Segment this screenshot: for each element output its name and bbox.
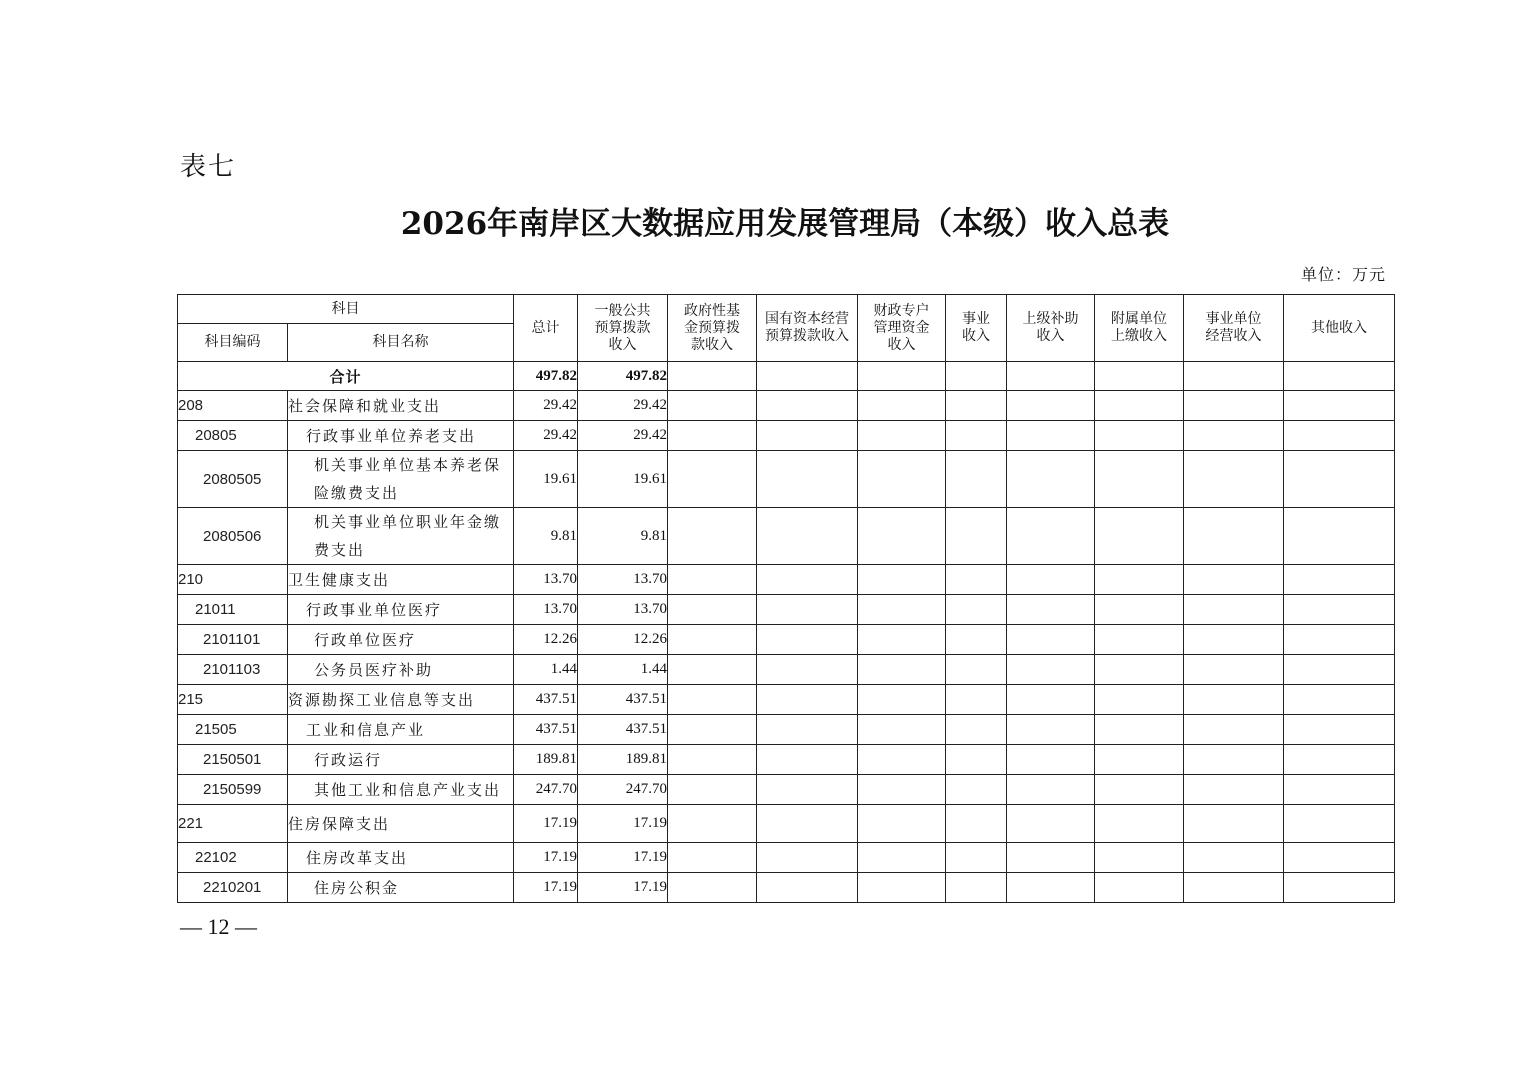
subject-code: 2150599 <box>178 775 288 805</box>
subject-code: 221 <box>178 805 288 843</box>
empty-cell <box>1284 362 1395 391</box>
total-value: 13.70 <box>514 595 578 625</box>
empty-cell <box>1007 745 1095 775</box>
total-value: 189.81 <box>514 745 578 775</box>
empty-cell <box>1095 565 1184 595</box>
header-business-income <box>946 295 1007 362</box>
general-budget-value: 13.70 <box>578 565 668 595</box>
subject-name <box>288 775 514 805</box>
empty-cell <box>1095 873 1184 903</box>
total-value: 17.19 <box>514 805 578 843</box>
empty-cell <box>1095 685 1184 715</box>
table-row <box>178 565 1395 595</box>
empty-cell <box>668 595 757 625</box>
empty-cell <box>1284 745 1395 775</box>
empty-cell <box>1095 451 1184 508</box>
total-value: 9.81 <box>514 508 578 565</box>
empty-cell <box>858 775 946 805</box>
empty-cell <box>1184 873 1284 903</box>
subject-code: 210 <box>178 565 288 595</box>
general-budget-value: 189.81 <box>578 745 668 775</box>
subject-code: 2080505 <box>178 451 288 508</box>
empty-cell <box>858 745 946 775</box>
empty-cell <box>1284 655 1395 685</box>
table-row <box>178 391 1395 421</box>
table-row <box>178 421 1395 451</box>
empty-cell <box>1095 805 1184 843</box>
page-number: — 12 — <box>180 914 257 939</box>
empty-cell <box>1007 508 1095 565</box>
empty-cell <box>1284 805 1395 843</box>
empty-cell <box>946 508 1007 565</box>
header-superior-subsidy-text: 上级补助收入 <box>1022 311 1079 344</box>
subject-code: 2101103 <box>178 655 288 685</box>
empty-cell <box>1007 775 1095 805</box>
subject-name-text: 住房公积金 <box>314 878 400 897</box>
empty-cell <box>757 451 858 508</box>
empty-cell <box>1184 843 1284 873</box>
empty-cell <box>858 421 946 451</box>
document-title: 2026年南岸区大数据应用发展管理局（本级）收入总表 <box>400 206 1170 242</box>
empty-cell <box>946 805 1007 843</box>
empty-cell <box>946 715 1007 745</box>
general-budget-value: 17.19 <box>578 843 668 873</box>
empty-cell <box>858 362 946 391</box>
header-business-operating-text: 事业单位经营收入 <box>1205 311 1262 344</box>
empty-cell <box>946 625 1007 655</box>
empty-cell <box>1184 451 1284 508</box>
empty-cell <box>668 745 757 775</box>
header-business-income-text: 事业收入 <box>962 311 990 344</box>
empty-cell <box>1284 775 1395 805</box>
subject-code: 2080506 <box>178 508 288 565</box>
empty-cell <box>1007 843 1095 873</box>
empty-cell <box>1184 775 1284 805</box>
subject-name-text: 社会保障和就业支出 <box>288 396 442 415</box>
empty-cell <box>1184 391 1284 421</box>
empty-cell <box>946 595 1007 625</box>
empty-cell <box>1184 595 1284 625</box>
header-affiliated-unit-text: 附属单位上缴收入 <box>1111 311 1167 344</box>
empty-cell <box>946 873 1007 903</box>
empty-cell <box>858 451 946 508</box>
empty-cell <box>1007 565 1095 595</box>
total-value: 29.42 <box>514 421 578 451</box>
general-budget-value: 12.26 <box>578 625 668 655</box>
header-business-operating <box>1184 295 1284 362</box>
subject-name-text: 机关事业单位基本养老保险缴费支出 <box>314 456 502 502</box>
empty-cell <box>858 805 946 843</box>
total-value: 437.51 <box>514 685 578 715</box>
empty-cell <box>858 715 946 745</box>
empty-cell <box>757 391 858 421</box>
empty-cell <box>1095 362 1184 391</box>
empty-cell <box>1184 421 1284 451</box>
header-fiscal-special-text: 财政专户管理资金收入 <box>873 302 930 353</box>
empty-cell <box>858 843 946 873</box>
total-value: 13.70 <box>514 565 578 595</box>
subject-name <box>288 565 514 595</box>
empty-cell <box>1095 843 1184 873</box>
empty-cell <box>1184 685 1284 715</box>
empty-cell <box>1095 595 1184 625</box>
empty-cell <box>1095 655 1184 685</box>
subject-name-text: 其他工业和信息产业支出 <box>314 780 502 799</box>
subject-code: 21011 <box>178 595 288 625</box>
empty-cell <box>668 655 757 685</box>
general-budget-value: 1.44 <box>578 655 668 685</box>
table-body <box>178 362 1395 903</box>
table-row <box>178 655 1395 685</box>
subject-name <box>288 873 514 903</box>
subject-name <box>288 391 514 421</box>
subject-name-text: 资源勘探工业信息等支出 <box>288 690 476 709</box>
subject-code: 2150501 <box>178 745 288 775</box>
empty-cell <box>946 421 1007 451</box>
general-budget-value: 13.70 <box>578 595 668 625</box>
empty-cell <box>668 625 757 655</box>
empty-cell <box>858 873 946 903</box>
table-row <box>178 873 1395 903</box>
empty-cell <box>668 362 757 391</box>
empty-cell <box>668 508 757 565</box>
total-value: 17.19 <box>514 873 578 903</box>
subject-name <box>288 805 514 843</box>
empty-cell <box>757 745 858 775</box>
empty-cell <box>1284 715 1395 745</box>
empty-cell <box>946 775 1007 805</box>
empty-cell <box>1007 715 1095 745</box>
table-row <box>178 451 1395 508</box>
table-row <box>178 715 1395 745</box>
empty-cell <box>1007 391 1095 421</box>
empty-cell <box>1284 508 1395 565</box>
general-budget-value: 17.19 <box>578 873 668 903</box>
empty-cell <box>946 362 1007 391</box>
empty-cell <box>757 843 858 873</box>
subject-code: 2101101 <box>178 625 288 655</box>
table-row <box>178 625 1395 655</box>
empty-cell <box>858 565 946 595</box>
empty-cell <box>1007 451 1095 508</box>
empty-cell <box>946 843 1007 873</box>
subject-code: 20805 <box>178 421 288 451</box>
empty-cell <box>757 565 858 595</box>
subject-name <box>288 715 514 745</box>
total-value: 17.19 <box>514 843 578 873</box>
empty-cell <box>1284 565 1395 595</box>
empty-cell <box>668 565 757 595</box>
total-row <box>178 362 1395 391</box>
subject-name-text: 卫生健康支出 <box>288 570 391 589</box>
empty-cell <box>1284 421 1395 451</box>
empty-cell <box>858 391 946 421</box>
subject-name <box>288 655 514 685</box>
empty-cell <box>1007 873 1095 903</box>
total-value: 12.26 <box>514 625 578 655</box>
header-other-income: 其他收入 <box>1284 295 1395 362</box>
total-general-value: 497.82 <box>578 362 668 391</box>
subject-name-text: 行政事业单位养老支出 <box>306 426 477 445</box>
empty-cell <box>668 843 757 873</box>
empty-cell <box>1007 805 1095 843</box>
subject-code: 215 <box>178 685 288 715</box>
table-row <box>178 745 1395 775</box>
empty-cell <box>858 685 946 715</box>
empty-cell <box>757 625 858 655</box>
general-budget-value: 437.51 <box>578 685 668 715</box>
subject-name <box>288 451 514 508</box>
empty-cell <box>668 873 757 903</box>
empty-cell <box>1184 565 1284 595</box>
empty-cell <box>1184 508 1284 565</box>
empty-cell <box>1284 595 1395 625</box>
empty-cell <box>1007 685 1095 715</box>
general-budget-value: 29.42 <box>578 421 668 451</box>
total-value: 497.82 <box>514 362 578 391</box>
subject-name-text: 行政事业单位医疗 <box>306 600 443 619</box>
empty-cell <box>1007 595 1095 625</box>
header-general-budget <box>578 295 668 362</box>
empty-cell <box>1095 715 1184 745</box>
subject-name-text: 行政单位医疗 <box>314 630 417 649</box>
empty-cell <box>946 745 1007 775</box>
general-budget-value: 19.61 <box>578 451 668 508</box>
empty-cell <box>946 685 1007 715</box>
empty-cell <box>757 508 858 565</box>
general-budget-value: 17.19 <box>578 805 668 843</box>
empty-cell <box>858 595 946 625</box>
subject-name-text: 机关事业单位职业年金缴费支出 <box>314 513 502 559</box>
empty-cell <box>757 362 858 391</box>
header-general-budget-text: 一般公共预算拨款收入 <box>594 302 651 353</box>
table-row <box>178 595 1395 625</box>
total-value: 19.61 <box>514 451 578 508</box>
empty-cell <box>757 873 858 903</box>
general-budget-value: 437.51 <box>578 715 668 745</box>
subject-name-text: 住房改革支出 <box>306 848 409 867</box>
header-affiliated-unit <box>1095 295 1184 362</box>
header-subject-code: 科目编码 <box>178 324 288 362</box>
empty-cell <box>1095 775 1184 805</box>
empty-cell <box>1184 625 1284 655</box>
empty-cell <box>1007 655 1095 685</box>
empty-cell <box>858 508 946 565</box>
subject-name <box>288 595 514 625</box>
empty-cell <box>757 421 858 451</box>
general-budget-value: 247.70 <box>578 775 668 805</box>
empty-cell <box>757 595 858 625</box>
header-state-capital-text: 国有资本经营预算拨款收入 <box>765 311 849 344</box>
table-row <box>178 685 1395 715</box>
empty-cell <box>757 685 858 715</box>
empty-cell <box>757 715 858 745</box>
empty-cell <box>1284 625 1395 655</box>
empty-cell <box>668 391 757 421</box>
subject-name-text: 行政运行 <box>314 750 383 769</box>
empty-cell <box>757 775 858 805</box>
empty-cell <box>668 715 757 745</box>
empty-cell <box>1284 451 1395 508</box>
empty-cell <box>757 805 858 843</box>
empty-cell <box>1184 715 1284 745</box>
empty-cell <box>668 451 757 508</box>
total-value: 437.51 <box>514 715 578 745</box>
empty-cell <box>1184 362 1284 391</box>
subject-name <box>288 508 514 565</box>
empty-cell <box>858 655 946 685</box>
income-summary-table <box>177 294 1395 903</box>
empty-cell <box>1284 873 1395 903</box>
empty-cell <box>668 421 757 451</box>
empty-cell <box>1095 421 1184 451</box>
header-total: 总计 <box>514 295 578 362</box>
subject-name <box>288 843 514 873</box>
header-superior-subsidy <box>1007 295 1095 362</box>
empty-cell <box>1007 421 1095 451</box>
subject-code: 208 <box>178 391 288 421</box>
empty-cell <box>1095 508 1184 565</box>
empty-cell <box>946 391 1007 421</box>
subject-name <box>288 745 514 775</box>
table-row <box>178 843 1395 873</box>
empty-cell <box>1095 391 1184 421</box>
header-gov-fund-text: 政府性基金预算拨款收入 <box>684 302 740 353</box>
empty-cell <box>1007 625 1095 655</box>
empty-cell <box>668 775 757 805</box>
empty-cell <box>1184 745 1284 775</box>
table-row <box>178 805 1395 843</box>
empty-cell <box>1284 391 1395 421</box>
header-subject: 科目 <box>178 295 514 324</box>
total-value: 247.70 <box>514 775 578 805</box>
empty-cell <box>946 565 1007 595</box>
empty-cell <box>1184 805 1284 843</box>
header-fiscal-special <box>858 295 946 362</box>
empty-cell <box>668 685 757 715</box>
general-budget-value: 29.42 <box>578 391 668 421</box>
unit-label: 单位：万元 <box>1300 265 1386 284</box>
empty-cell <box>668 805 757 843</box>
empty-cell <box>1095 745 1184 775</box>
subject-code: 21505 <box>178 715 288 745</box>
subject-code: 2210201 <box>178 873 288 903</box>
subject-name-text: 公务员医疗补助 <box>314 660 434 679</box>
total-value: 29.42 <box>514 391 578 421</box>
empty-cell <box>946 451 1007 508</box>
total-value: 1.44 <box>514 655 578 685</box>
empty-cell <box>858 625 946 655</box>
empty-cell <box>1184 655 1284 685</box>
table-row <box>178 508 1395 565</box>
empty-cell <box>757 655 858 685</box>
general-budget-value: 9.81 <box>578 508 668 565</box>
subject-name-text: 住房保障支出 <box>288 814 391 833</box>
table-label: 表七 <box>180 152 237 182</box>
subject-name-text: 工业和信息产业 <box>306 720 426 739</box>
table-row <box>178 775 1395 805</box>
subject-name <box>288 625 514 655</box>
header-state-capital <box>757 295 858 362</box>
total-label: 合计 <box>178 362 514 391</box>
empty-cell <box>1095 625 1184 655</box>
empty-cell <box>1284 843 1395 873</box>
empty-cell <box>1007 362 1095 391</box>
header-gov-fund <box>668 295 757 362</box>
subject-name <box>288 685 514 715</box>
subject-code: 22102 <box>178 843 288 873</box>
header-subject-name: 科目名称 <box>288 324 514 362</box>
subject-name <box>288 421 514 451</box>
empty-cell <box>946 655 1007 685</box>
empty-cell <box>1284 685 1395 715</box>
